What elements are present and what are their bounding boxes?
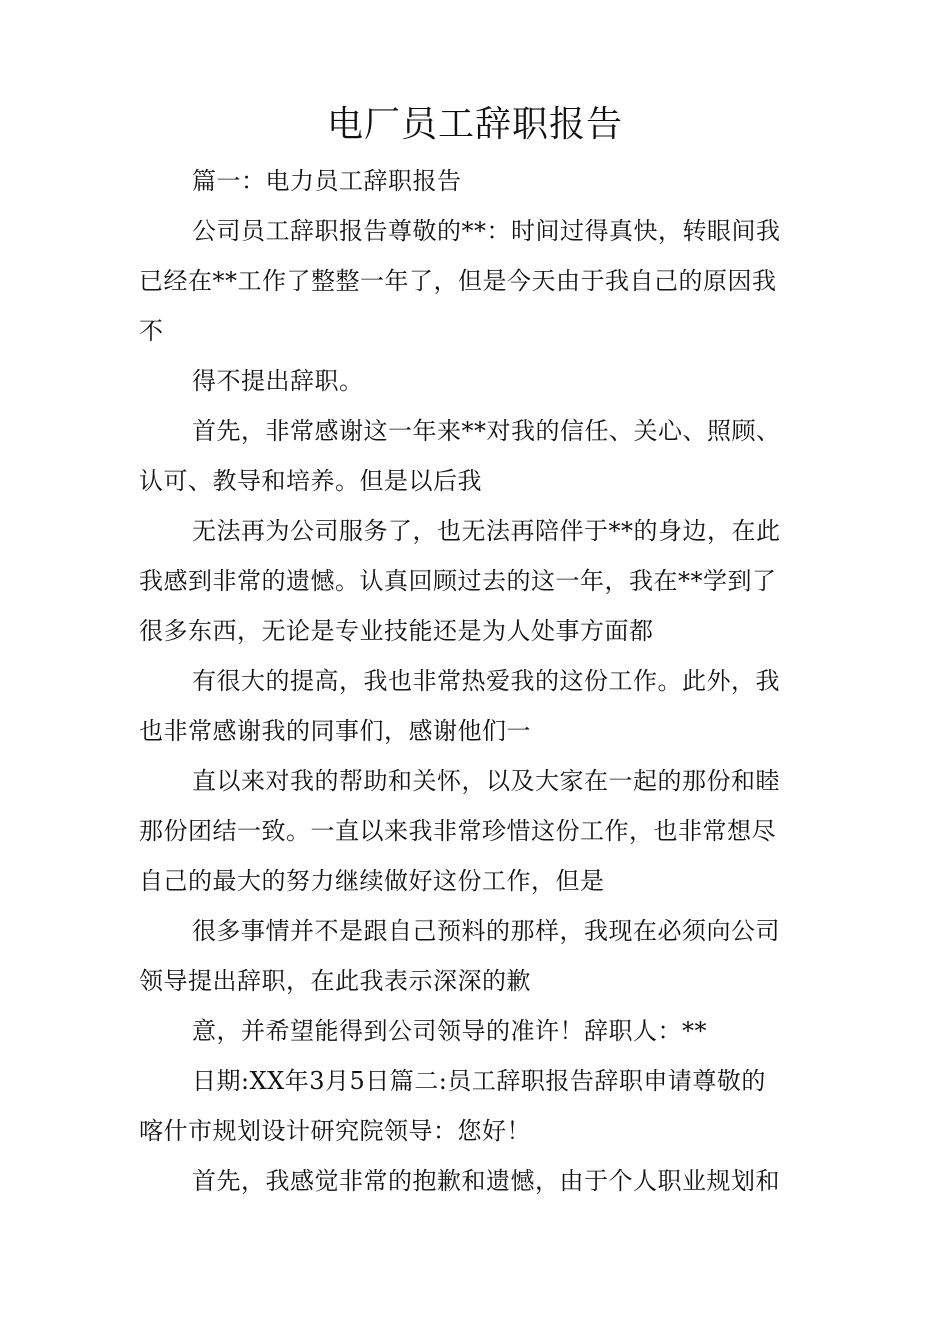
paragraph-line: 首先，我感觉非常的抱歉和遗憾，由于个人职业规划和: [192, 1167, 780, 1195]
paragraph-line: 篇一：电力员工辞职报告: [192, 167, 462, 195]
paragraph-line: 认可、教导和培养。但是以后我: [139, 467, 482, 495]
paragraph-line: 自己的最大的努力继续做好这份工作，但是: [139, 867, 605, 895]
paragraph-line: 很多事情并不是跟自己预料的那样，我现在必须向公司: [192, 917, 780, 945]
paragraph-line: 已经在**工作了整整一年了，但是今天由于我自己的原因我: [139, 267, 777, 295]
paragraph-line: 无法再为公司服务了，也无法再陪伴于**的身边，在此: [192, 517, 781, 545]
paragraph-line: 首先，非常感谢这一年来**对我的信任、关心、照顾、: [192, 417, 781, 445]
paragraph-line: 日期:XX年3月5日篇二:员工辞职报告辞职申请尊敬的: [192, 1067, 766, 1095]
paragraph-line: 有很大的提高，我也非常热爱我的这份工作。此外，我: [192, 667, 780, 695]
paragraph-line: 不: [139, 317, 164, 345]
paragraph-line: 得不提出辞职。: [192, 367, 364, 395]
paragraph-line: 那份团结一致。一直以来我非常珍惜这份工作，也非常想尽: [139, 817, 776, 845]
paragraph-line: 也非常感谢我的同事们，感谢他们一: [139, 717, 531, 745]
paragraph-line: 公司员工辞职报告尊敬的**：时间过得真快，转眼间我: [192, 217, 781, 245]
paragraph-line: 很多东西，无论是专业技能还是为人处事方面都: [139, 617, 654, 645]
paragraph-line: 喀什市规划设计研究院领导：您好！: [139, 1117, 531, 1145]
paragraph-line: 意，并希望能得到公司领导的准许！辞职人：**: [192, 1017, 707, 1045]
document-title: 电厂员工辞职报告: [326, 104, 623, 145]
paragraph-line: 领导提出辞职，在此我表示深深的歉: [139, 967, 531, 995]
paragraph-line: 直以来对我的帮助和关怀，以及大家在一起的那份和睦: [192, 767, 780, 795]
paragraph-line: 我感到非常的遗憾。认真回顾过去的这一年，我在**学到了: [139, 567, 777, 595]
